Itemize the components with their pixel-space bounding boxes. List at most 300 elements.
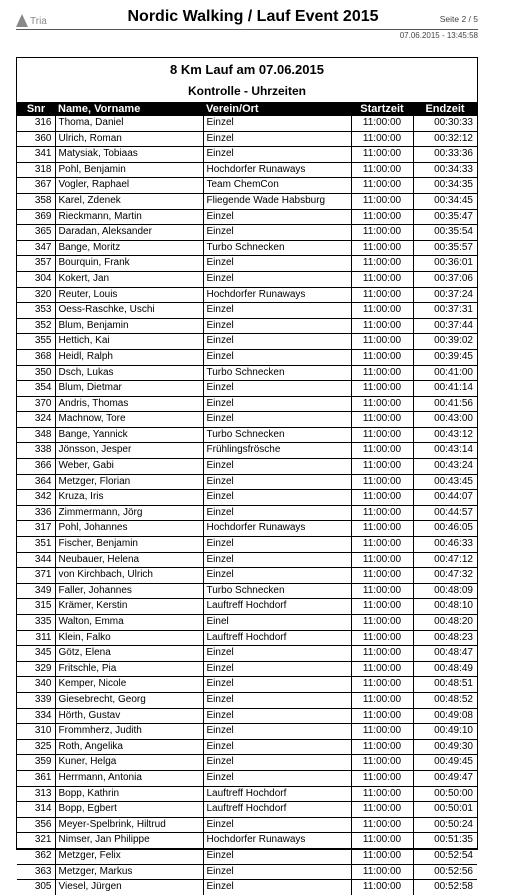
- cell-snr: 304: [17, 271, 55, 287]
- cell-snr: 340: [17, 677, 55, 693]
- table-row: [17, 568, 477, 584]
- cell-end-time: 00:34:45: [413, 193, 477, 209]
- table-row: [17, 271, 477, 287]
- header-divider: [16, 29, 478, 30]
- cell-end-time: 00:44:57: [413, 505, 477, 521]
- cell-end-time: 00:30:33: [413, 116, 477, 131]
- cell-club: Einzel: [203, 661, 351, 677]
- cell-club: Einzel: [203, 381, 351, 397]
- cell-end-time: 00:43:24: [413, 459, 477, 475]
- cell-end-time: 00:43:00: [413, 412, 477, 428]
- cell-club: Einzel: [203, 459, 351, 475]
- cell-club: Lauftreff Hochdorf: [203, 630, 351, 646]
- cell-club: Einzel: [203, 396, 351, 412]
- cell-snr: 371: [17, 568, 55, 584]
- table-row: [17, 147, 477, 163]
- cell-start-time: 11:00:00: [351, 583, 413, 599]
- cell-start-time: 11:00:00: [351, 349, 413, 365]
- cell-snr: 336: [17, 505, 55, 521]
- cell-club: Einzel: [203, 147, 351, 163]
- cell-snr: 358: [17, 193, 55, 209]
- cell-end-time: 00:37:31: [413, 303, 477, 319]
- cell-name: Reuter, Louis: [55, 287, 203, 303]
- cell-start-time: 11:00:00: [351, 505, 413, 521]
- table-row: [17, 833, 477, 849]
- table-row: [17, 537, 477, 553]
- cell-name: Krämer, Kerstin: [55, 599, 203, 615]
- print-timestamp: 07.06.2015 - 13:45:58: [399, 31, 478, 40]
- cell-club: Einzel: [203, 677, 351, 693]
- cell-end-time: 00:52:54: [413, 848, 477, 864]
- cell-end-time: 00:41:14: [413, 381, 477, 397]
- cell-end-time: 00:48:23: [413, 630, 477, 646]
- cell-snr: 339: [17, 692, 55, 708]
- table-row: [17, 817, 477, 833]
- cell-start-time: 11:00:00: [351, 802, 413, 818]
- cell-snr: 350: [17, 365, 55, 381]
- table-row: [17, 116, 477, 131]
- cell-end-time: 00:32:12: [413, 131, 477, 147]
- cell-start-time: 11:00:00: [351, 552, 413, 568]
- table-row: [17, 786, 477, 802]
- cell-club: Einzel: [203, 271, 351, 287]
- cell-snr: 363: [17, 864, 55, 880]
- cell-name: Dsch, Lukas: [55, 365, 203, 381]
- cell-name: Oess-Raschke, Uschi: [55, 303, 203, 319]
- cell-club: Einzel: [203, 708, 351, 724]
- column-header-name: Name, Vorname: [55, 102, 203, 116]
- cell-start-time: 11:00:00: [351, 193, 413, 209]
- table-row: [17, 880, 477, 895]
- cell-club: Einzel: [203, 209, 351, 225]
- cell-club: Einzel: [203, 724, 351, 740]
- cell-end-time: 00:49:30: [413, 739, 477, 755]
- cell-snr: 347: [17, 240, 55, 256]
- cell-name: Vogler, Raphael: [55, 178, 203, 194]
- table-row: [17, 490, 477, 506]
- cell-name: Ulrich, Roman: [55, 131, 203, 147]
- cell-start-time: 11:00:00: [351, 786, 413, 802]
- cell-start-time: 11:00:00: [351, 256, 413, 272]
- table-row: [17, 365, 477, 381]
- cell-start-time: 11:00:00: [351, 646, 413, 662]
- cell-club: Einzel: [203, 770, 351, 786]
- table-row: [17, 396, 477, 412]
- cell-snr: 313: [17, 786, 55, 802]
- cell-start-time: 11:00:00: [351, 271, 413, 287]
- cell-start-time: 11:00:00: [351, 474, 413, 490]
- cell-name: Jönsson, Jesper: [55, 443, 203, 459]
- cell-name: Andris, Thomas: [55, 396, 203, 412]
- cell-snr: 334: [17, 708, 55, 724]
- table-row: [17, 427, 477, 443]
- cell-end-time: 00:34:33: [413, 162, 477, 178]
- cell-name: Nimser, Jan Philippe: [55, 833, 203, 849]
- cell-snr: 320: [17, 287, 55, 303]
- cell-start-time: 11:00:00: [351, 303, 413, 319]
- cell-club: Einzel: [203, 116, 351, 131]
- cell-end-time: 00:48:51: [413, 677, 477, 693]
- cell-club: Turbo Schnecken: [203, 240, 351, 256]
- cell-name: Pohl, Benjamin: [55, 162, 203, 178]
- cell-start-time: 11:00:00: [351, 443, 413, 459]
- cell-start-time: 11:00:00: [351, 537, 413, 553]
- cell-start-time: 11:00:00: [351, 131, 413, 147]
- cell-start-time: 11:00:00: [351, 318, 413, 334]
- table-row: [17, 209, 477, 225]
- cell-end-time: 00:37:06: [413, 271, 477, 287]
- cell-name: Blum, Benjamin: [55, 318, 203, 334]
- cell-snr: 359: [17, 755, 55, 771]
- cell-snr: 345: [17, 646, 55, 662]
- cell-end-time: 00:39:45: [413, 349, 477, 365]
- cell-club: Einzel: [203, 349, 351, 365]
- table-row: [17, 739, 477, 755]
- cell-start-time: 11:00:00: [351, 147, 413, 163]
- cell-name: Roth, Angelika: [55, 739, 203, 755]
- cell-name: Karel, Zdenek: [55, 193, 203, 209]
- cell-club: Einzel: [203, 474, 351, 490]
- cell-club: Einzel: [203, 334, 351, 350]
- cell-club: Einzel: [203, 225, 351, 241]
- table-row: [17, 770, 477, 786]
- table-row: [17, 692, 477, 708]
- cell-start-time: 11:00:00: [351, 287, 413, 303]
- cell-club: Einzel: [203, 490, 351, 506]
- cell-name: Rieckmann, Martin: [55, 209, 203, 225]
- cell-name: Hettich, Kai: [55, 334, 203, 350]
- cell-name: Heidl, Ralph: [55, 349, 203, 365]
- cell-start-time: 11:00:00: [351, 708, 413, 724]
- cell-end-time: 00:35:47: [413, 209, 477, 225]
- cell-club: Hochdorfer Runaways: [203, 162, 351, 178]
- cell-name: Bopp, Kathrin: [55, 786, 203, 802]
- cell-club: Hochdorfer Runaways: [203, 833, 351, 849]
- cell-name: Daradan, Aleksander: [55, 225, 203, 241]
- cell-start-time: 11:00:00: [351, 178, 413, 194]
- cell-name: Herrmann, Antonia: [55, 770, 203, 786]
- cell-start-time: 11:00:00: [351, 864, 413, 880]
- cell-start-time: 11:00:00: [351, 755, 413, 771]
- cell-snr: 344: [17, 552, 55, 568]
- cell-club: Einzel: [203, 817, 351, 833]
- table-row: [17, 646, 477, 662]
- cell-start-time: 11:00:00: [351, 724, 413, 740]
- table-row: [17, 131, 477, 147]
- cell-name: Kokert, Jan: [55, 271, 203, 287]
- cell-start-time: 11:00:00: [351, 880, 413, 895]
- cell-club: Einzel: [203, 318, 351, 334]
- cell-snr: 370: [17, 396, 55, 412]
- cell-name: Bange, Yannick: [55, 427, 203, 443]
- cell-name: Fritschle, Pia: [55, 661, 203, 677]
- table-row: [17, 505, 477, 521]
- cell-start-time: 11:00:00: [351, 615, 413, 631]
- cell-end-time: 00:44:07: [413, 490, 477, 506]
- cell-club: Einzel: [203, 131, 351, 147]
- cell-snr: 310: [17, 724, 55, 740]
- cell-snr: 352: [17, 318, 55, 334]
- cell-club: Turbo Schnecken: [203, 427, 351, 443]
- cell-club: Einzel: [203, 412, 351, 428]
- cell-club: Lauftreff Hochdorf: [203, 599, 351, 615]
- cell-snr: 368: [17, 349, 55, 365]
- table-row: [17, 256, 477, 272]
- cell-end-time: 00:48:47: [413, 646, 477, 662]
- cell-snr: 364: [17, 474, 55, 490]
- cell-start-time: 11:00:00: [351, 162, 413, 178]
- cell-end-time: 00:48:09: [413, 583, 477, 599]
- cell-end-time: 00:34:35: [413, 178, 477, 194]
- cell-name: Metzger, Felix: [55, 848, 203, 864]
- page-number: Seite 2 / 5: [439, 14, 478, 24]
- table-row: [17, 287, 477, 303]
- table-row: [17, 240, 477, 256]
- cell-start-time: 11:00:00: [351, 739, 413, 755]
- cell-name: Weber, Gabi: [55, 459, 203, 475]
- cell-club: Einzel: [203, 848, 351, 864]
- cell-name: Metzger, Florian: [55, 474, 203, 490]
- table-row: [17, 412, 477, 428]
- cell-snr: 366: [17, 459, 55, 475]
- cell-end-time: 00:41:00: [413, 365, 477, 381]
- cell-name: Hörth, Gustav: [55, 708, 203, 724]
- cell-snr: 321: [17, 833, 55, 849]
- cell-end-time: 00:37:24: [413, 287, 477, 303]
- table-row: [17, 599, 477, 615]
- cell-snr: 351: [17, 537, 55, 553]
- cell-snr: 365: [17, 225, 55, 241]
- cell-start-time: 11:00:00: [351, 630, 413, 646]
- cell-name: Matysiak, Tobiaas: [55, 147, 203, 163]
- cell-name: Giesebrecht, Georg: [55, 692, 203, 708]
- cell-snr: 360: [17, 131, 55, 147]
- cell-snr: 329: [17, 661, 55, 677]
- cell-end-time: 00:47:12: [413, 552, 477, 568]
- cell-start-time: 11:00:00: [351, 225, 413, 241]
- column-header-end: Endzeit: [413, 102, 477, 116]
- cell-club: Fliegende Wade Habsburg: [203, 193, 351, 209]
- cell-start-time: 11:00:00: [351, 427, 413, 443]
- cell-snr: 325: [17, 739, 55, 755]
- cell-start-time: 11:00:00: [351, 116, 413, 131]
- cell-snr: 369: [17, 209, 55, 225]
- cell-name: Bourquin, Frank: [55, 256, 203, 272]
- column-header-club: Verein/Ort: [203, 102, 351, 116]
- table-row: [17, 848, 477, 864]
- cell-end-time: 00:46:33: [413, 537, 477, 553]
- cell-snr: 356: [17, 817, 55, 833]
- cell-name: Bopp, Egbert: [55, 802, 203, 818]
- cell-end-time: 00:51:35: [413, 833, 477, 849]
- cell-end-time: 00:49:47: [413, 770, 477, 786]
- cell-name: Blum, Dietmar: [55, 381, 203, 397]
- cell-name: Neubauer, Helena: [55, 552, 203, 568]
- cell-name: Kruza, Iris: [55, 490, 203, 506]
- cell-end-time: 00:35:57: [413, 240, 477, 256]
- cell-end-time: 00:48:10: [413, 599, 477, 615]
- race-subtitle: 8 Km Lauf am 07.06.2015: [170, 62, 324, 77]
- cell-start-time: 11:00:00: [351, 568, 413, 584]
- cell-start-time: 11:00:00: [351, 240, 413, 256]
- column-header-snr: Snr: [17, 102, 55, 116]
- cell-club: Einzel: [203, 256, 351, 272]
- results-panel: [16, 57, 478, 893]
- cell-snr: 311: [17, 630, 55, 646]
- cell-start-time: 11:00:00: [351, 459, 413, 475]
- cell-club: Einzel: [203, 692, 351, 708]
- table-row: [17, 474, 477, 490]
- cell-end-time: 00:48:52: [413, 692, 477, 708]
- cell-name: Metzger, Markus: [55, 864, 203, 880]
- cell-club: Turbo Schnecken: [203, 583, 351, 599]
- cell-club: Einel: [203, 615, 351, 631]
- cell-club: Einzel: [203, 755, 351, 771]
- cell-club: Turbo Schnecken: [203, 365, 351, 381]
- cell-club: Lauftreff Hochdorf: [203, 802, 351, 818]
- cell-name: Götz, Elena: [55, 646, 203, 662]
- table-row: [17, 724, 477, 740]
- cell-name: Viesel, Jürgen: [55, 880, 203, 895]
- cell-snr: 367: [17, 178, 55, 194]
- cell-end-time: 00:50:00: [413, 786, 477, 802]
- cell-snr: 338: [17, 443, 55, 459]
- cell-end-time: 00:49:08: [413, 708, 477, 724]
- cell-name: Kuner, Helga: [55, 755, 203, 771]
- cell-name: Machnow, Tore: [55, 412, 203, 428]
- cell-name: Walton, Emma: [55, 615, 203, 631]
- cell-snr: 324: [17, 412, 55, 428]
- cell-snr: 362: [17, 848, 55, 864]
- cell-snr: 317: [17, 521, 55, 537]
- table-row: [17, 303, 477, 319]
- table-row: [17, 521, 477, 537]
- cell-snr: 305: [17, 880, 55, 895]
- cell-start-time: 11:00:00: [351, 848, 413, 864]
- cell-end-time: 00:33:36: [413, 147, 477, 163]
- table-row: [17, 615, 477, 631]
- cell-snr: 335: [17, 615, 55, 631]
- cell-snr: 315: [17, 599, 55, 615]
- cell-end-time: 00:52:56: [413, 864, 477, 880]
- cell-club: Einzel: [203, 880, 351, 895]
- table-row: [17, 583, 477, 599]
- table-row: [17, 708, 477, 724]
- cell-snr: 349: [17, 583, 55, 599]
- table-row: [17, 193, 477, 209]
- cell-club: Einzel: [203, 505, 351, 521]
- cell-name: von Kirchbach, Ulrich: [55, 568, 203, 584]
- cell-snr: 318: [17, 162, 55, 178]
- cell-start-time: 11:00:00: [351, 521, 413, 537]
- cell-start-time: 11:00:00: [351, 334, 413, 350]
- cell-name: Klein, Falko: [55, 630, 203, 646]
- cell-end-time: 00:47:32: [413, 568, 477, 584]
- table-row: [17, 677, 477, 693]
- cell-end-time: 00:36:01: [413, 256, 477, 272]
- table-row: [17, 630, 477, 646]
- table-row: [17, 318, 477, 334]
- cell-start-time: 11:00:00: [351, 833, 413, 849]
- cell-name: Faller, Johannes: [55, 583, 203, 599]
- table-row: [17, 381, 477, 397]
- cell-end-time: 00:48:20: [413, 615, 477, 631]
- table-row: [17, 661, 477, 677]
- table-header-row: [17, 102, 477, 116]
- cell-end-time: 00:39:02: [413, 334, 477, 350]
- cell-snr: 361: [17, 770, 55, 786]
- cell-start-time: 11:00:00: [351, 412, 413, 428]
- table-row: [17, 443, 477, 459]
- cell-start-time: 11:00:00: [351, 661, 413, 677]
- cell-end-time: 00:48:49: [413, 661, 477, 677]
- cell-end-time: 00:43:45: [413, 474, 477, 490]
- table-row: [17, 459, 477, 475]
- table-row: [17, 334, 477, 350]
- cell-name: Kemper, Nicole: [55, 677, 203, 693]
- cell-start-time: 11:00:00: [351, 692, 413, 708]
- cell-club: Einzel: [203, 568, 351, 584]
- cell-name: Fischer, Benjamin: [55, 537, 203, 553]
- cell-club: Einzel: [203, 303, 351, 319]
- cell-start-time: 11:00:00: [351, 677, 413, 693]
- cell-end-time: 00:52:58: [434, 881, 473, 893]
- cell-snr: 316: [17, 116, 55, 131]
- cell-start-time: 11:00:00: [351, 770, 413, 786]
- cell-end-time: 00:50:24: [413, 817, 477, 833]
- cell-club: Einzel: [203, 537, 351, 553]
- table-row: [17, 178, 477, 194]
- cell-snr: 341: [17, 147, 55, 163]
- cell-name: Frommherz, Judith: [55, 724, 203, 740]
- cell-start-time: 11:00:00: [351, 209, 413, 225]
- cell-end-time: 00:50:01: [413, 802, 477, 818]
- cell-start-time: 11:00:00: [351, 817, 413, 833]
- results-body: [17, 116, 477, 895]
- table-row: [17, 864, 477, 880]
- cell-end-time: 00:35:54: [413, 225, 477, 241]
- table-row: [17, 802, 477, 818]
- cell-start-time: 11:00:00: [351, 599, 413, 615]
- cell-club: Einzel: [203, 552, 351, 568]
- cell-club: Einzel: [203, 739, 351, 755]
- table-row: [17, 349, 477, 365]
- cell-snr: 342: [17, 490, 55, 506]
- cell-name: Zimmermann, Jörg: [55, 505, 203, 521]
- cell-end-time: 00:43:14: [413, 443, 477, 459]
- column-header-start: Startzeit: [351, 102, 413, 116]
- logo-text: Tria: [30, 16, 47, 27]
- cell-name: Thoma, Daniel: [55, 116, 203, 131]
- cell-snr: 357: [17, 256, 55, 272]
- cell-start-time: 11:00:00: [351, 381, 413, 397]
- cell-end-time: 00:43:12: [413, 427, 477, 443]
- cell-club: Hochdorfer Runaways: [203, 287, 351, 303]
- cell-club: Hochdorfer Runaways: [203, 521, 351, 537]
- results-table: [17, 102, 477, 895]
- table-row: [17, 162, 477, 178]
- cell-end-time: 00:49:10: [413, 724, 477, 740]
- cell-end-time: 00:37:44: [413, 318, 477, 334]
- cell-club: Einzel: [203, 864, 351, 880]
- cell-snr: 353: [17, 303, 55, 319]
- table-row: [17, 552, 477, 568]
- table-row: [17, 225, 477, 241]
- cell-name: Meyer-Spelbrink, Hiltrud: [55, 817, 203, 833]
- section-title: Kontrolle - Uhrzeiten: [187, 84, 306, 98]
- cell-end-time: 00:46:05: [413, 521, 477, 537]
- cell-start-time: 11:00:00: [351, 396, 413, 412]
